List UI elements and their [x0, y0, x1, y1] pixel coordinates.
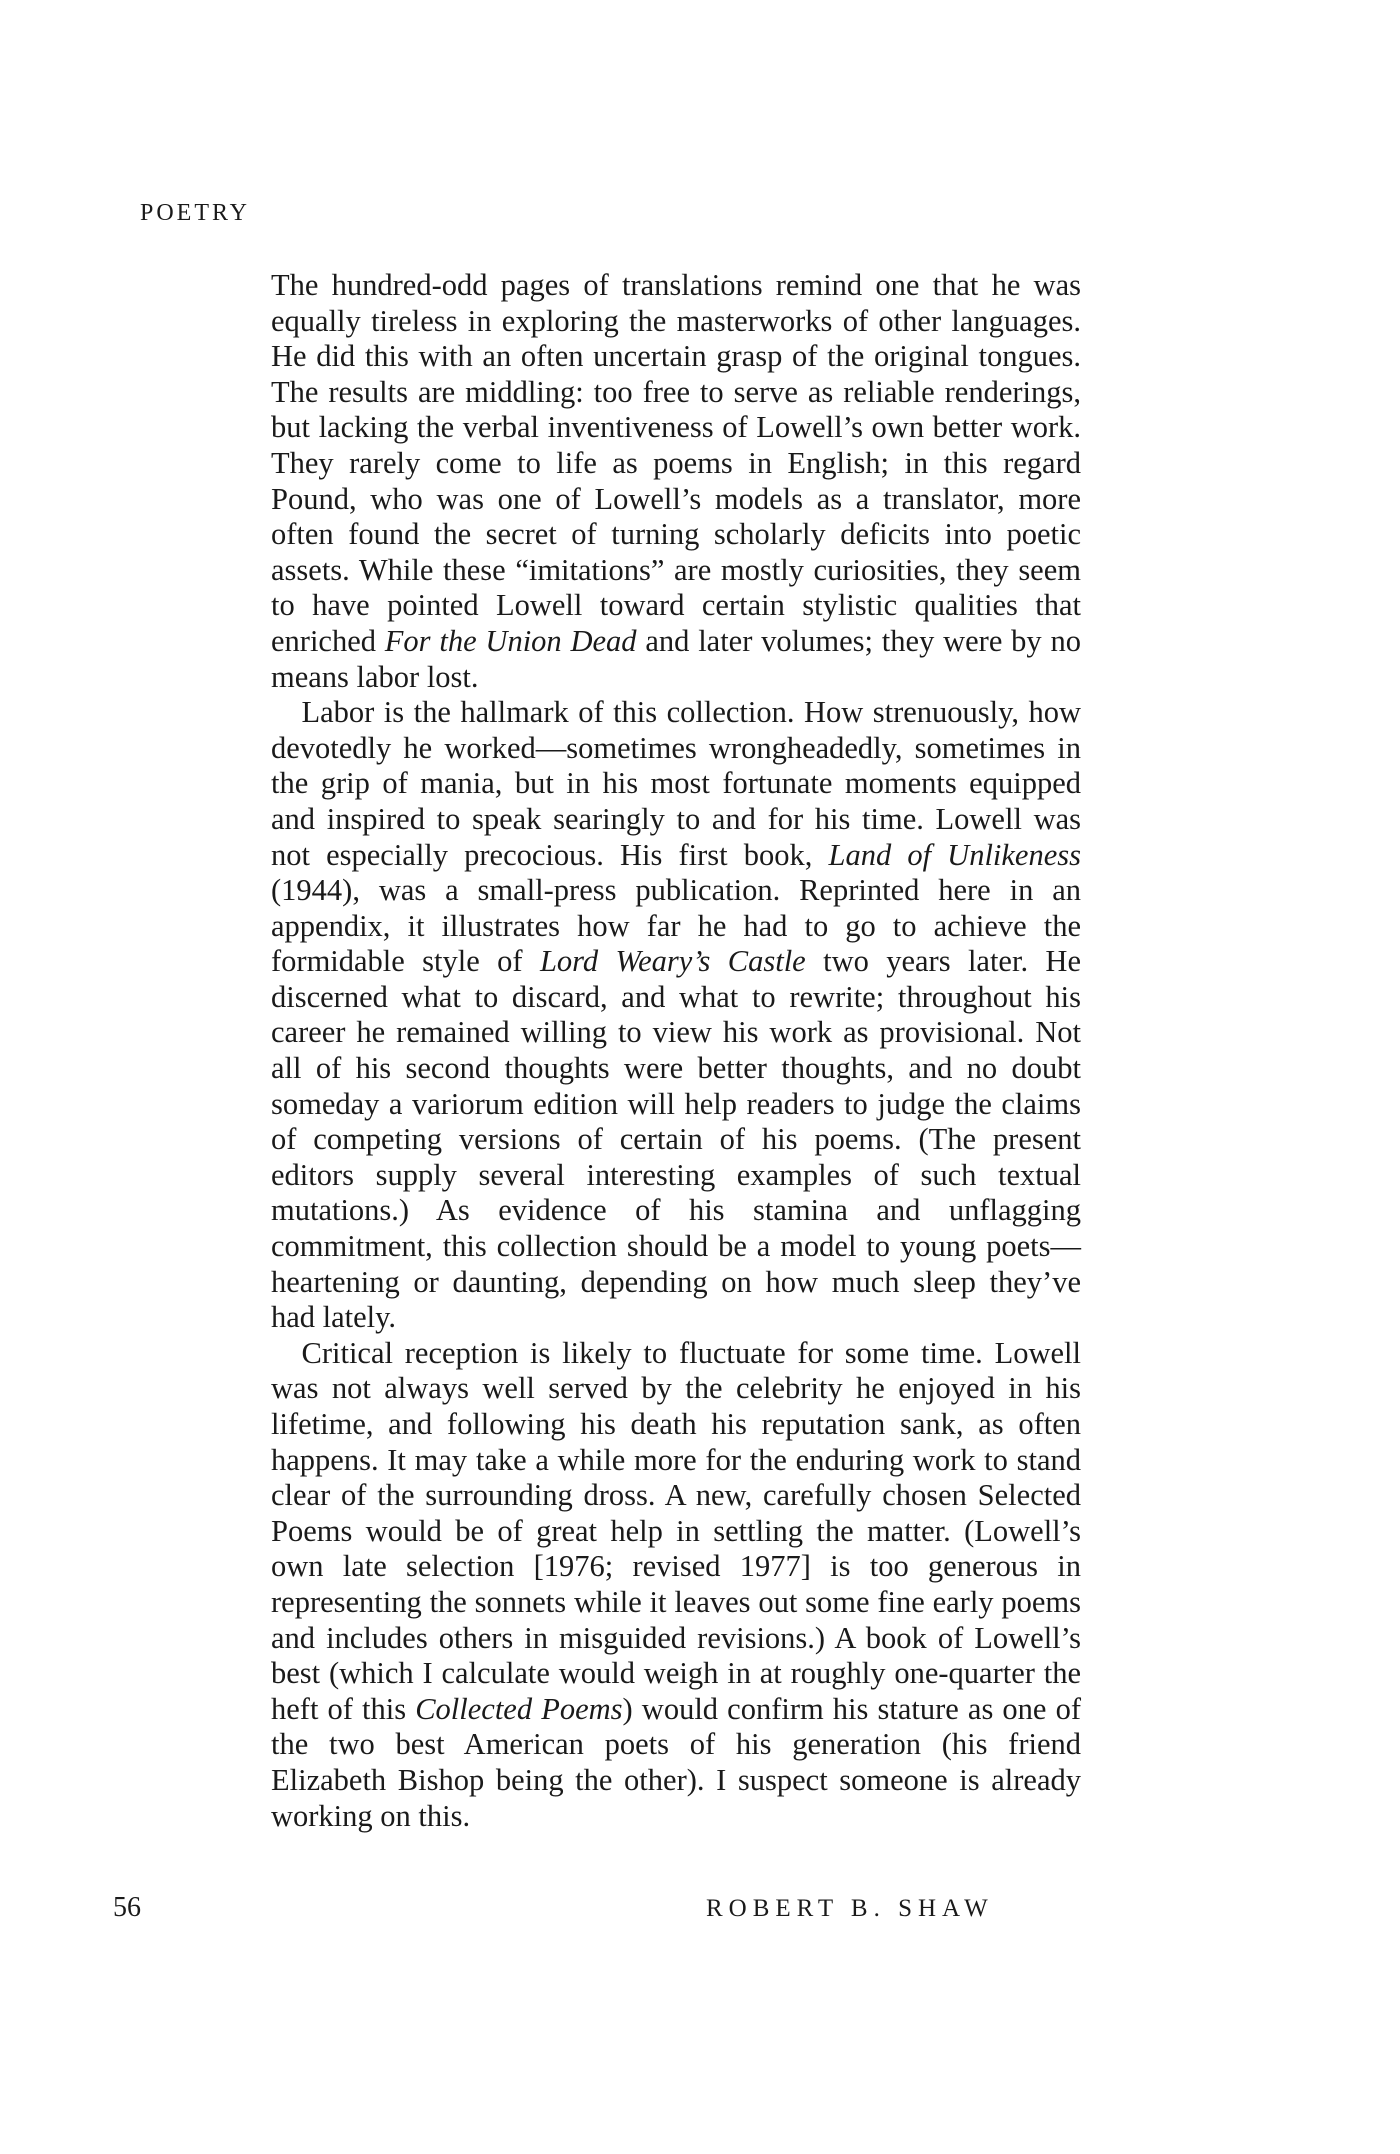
paragraph-3: Critical reception is likely to fluctuate for some time. Lowell was not always well served by the celebrity he enjoyed in his lifetime, and following his death his reputation sank, as often happens. It may take a while more for the enduring work to stand clear of the surrounding dross. A new, carefully chosen Selected Poems would be of great help in settling the matter. (Lowell’s own late selection [1976; revised 1977] is too generous in representing the sonnets while it leaves out some fine early poems and includes others in misguided revisions.) A book of Lowell’s best (which I calculate would weigh in at roughly one-quarter the heft of this Collected Poems) would confirm his stature as one of the two best American poets of his generation (his friend Elizabeth Bishop being the other). I suspect someone is already working on this.: [271, 1335, 1081, 1833]
page-number: 56: [113, 1892, 141, 1923]
italic-title: For the Union Dead: [384, 623, 637, 658]
italic-title: Lord Weary’s Castle: [539, 944, 806, 979]
paragraph-2: Labor is the hallmark of this collection. How strenuously, how devotedly he worked—sometimes wrongheadedly, sometimes in the grip of mania, but in his most fortunate moments equipped and inspired to speak searingly to and for his time. Lowell was not especially precocious. His first book, Land of Unlikeness (1944), was a small-press publication. Reprinted here in an appendix, it illustrates how far he had to go to achieve the formidable style of Lord Weary’s Castle two years later. He discerned what to discard, and what to rewrite; throughout his career he remained willing to view his work as provisional. Not all of his second thoughts were better thoughts, and no doubt someday a variorum edition will help readers to judge the claims of competing versions of certain of his poems. (The present editors supply several interesting examples of such textual mutations.) As evidence of his stamina and unflagging commitment, this collection should be a model to young poets—heartening or daunting, depending on how much sleep they’ve had lately.: [271, 695, 1081, 1335]
article-body: [271, 268, 1081, 1834]
italic-title: Land of Unlikeness: [828, 837, 1081, 872]
italic-title: Collected Poems: [415, 1691, 623, 1726]
author-name: ROBERT B. SHAW: [706, 1895, 994, 1922]
paragraph-1: The hundred-odd pages of translations remind one that he was equally tireless in exploring the masterworks of other languages. He did this with an often uncertain grasp of the original tongues. The results are middling: too free to serve as reliable renderings, but lacking the verbal inventiveness of Lowell’s own better work. They rarely come to life as poems in English; in this regard Pound, who was one of Lowell’s models as a translator, more often found the secret of turning scholarly deficits into poetic assets. While these “imitations” are mostly curiosities, they seem to have pointed Lowell toward certain stylistic qualities that enriched For the Union Dead and later volumes; they were by no means labor lost.: [271, 268, 1081, 694]
running-head: POETRY: [140, 200, 251, 226]
